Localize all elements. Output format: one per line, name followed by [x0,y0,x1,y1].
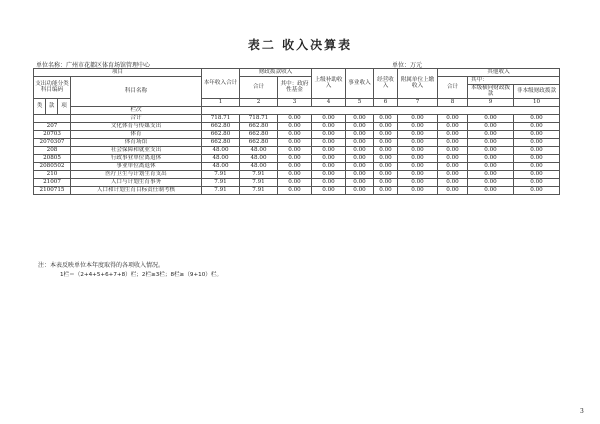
row-value: 0.00 [278,138,312,146]
row-value: 0.00 [278,122,312,130]
row-value: 48.00 [202,162,240,170]
row-value: 0.00 [468,146,514,154]
row-value: 0.00 [278,178,312,186]
row-value: 0.00 [514,138,560,146]
row-value: 0.00 [312,186,346,194]
row-value: 0.00 [398,186,438,194]
page-title: 表二 收入决算表 [247,38,353,52]
row-value: 0.00 [278,162,312,170]
header-xiang: 项 [58,98,71,114]
row-value: 0.00 [346,146,374,154]
row-value: 0.00 [438,130,468,138]
row-value: 0.00 [438,178,468,186]
row-value: 0.00 [346,154,374,162]
row-code: 2070307 [34,138,71,146]
header-subordinate: 附属单位上缴收入 [398,69,438,99]
row-value: 718.71 [240,114,278,122]
row-value: 0.00 [346,162,374,170]
row-value: 0.00 [438,122,468,130]
row-value: 0.00 [374,138,398,146]
row-value: 0.00 [346,186,374,194]
row-value: 0.00 [398,114,438,122]
row-value: 0.00 [398,130,438,138]
row-value: 0.00 [278,170,312,178]
header-lanci: 栏次 [71,106,202,114]
header-of-which: 其中： [468,77,560,85]
table-row [34,186,560,194]
row-value: 0.00 [398,154,438,162]
row-value: 0.00 [438,138,468,146]
row-value: 7.91 [240,186,278,194]
row-value: 7.91 [240,170,278,178]
col-num: 10 [514,98,560,106]
header-operate: 经营收入 [374,69,398,99]
header-other: 其他收入 [438,69,560,77]
row-value: 48.00 [240,146,278,154]
row-value: 0.00 [438,170,468,178]
col-num: 2 [240,98,278,106]
row-value: 0.00 [374,122,398,130]
row-value: 0.00 [346,138,374,146]
row-value: 0.00 [438,162,468,170]
row-code: 2100715 [34,186,71,194]
header-business: 事业收入 [346,69,374,99]
row-value: 0.00 [398,146,438,154]
row-value: 0.00 [312,170,346,178]
col-num: 1 [202,98,240,106]
row-value: 48.00 [240,162,278,170]
row-value: 0.00 [468,122,514,130]
row-value: 0.00 [514,178,560,186]
row-value: 0.00 [468,186,514,194]
row-value: 0.00 [374,186,398,194]
row-code: 21007 [34,178,71,186]
row-value: 0.00 [346,122,374,130]
col-num: 9 [468,98,514,106]
row-value: 7.91 [202,170,240,178]
row-value: 0.00 [468,162,514,170]
table-row [34,154,560,162]
row-value: 0.00 [312,162,346,170]
row-value: 0.00 [374,146,398,154]
row-value: 0.00 [374,170,398,178]
header-code-col: 支出功能分类科目编码 [34,77,71,99]
footnote: 注：本表反映单位本年度取得的各项收入情况。 [38,262,165,269]
row-value: 0.00 [514,186,560,194]
row-value: 662.80 [240,130,278,138]
row-name: 人口与计划生育事务 [71,178,202,186]
row-value: 0.00 [514,114,560,122]
row-value: 0.00 [468,154,514,162]
row-name: 事业单位离退休 [71,162,202,170]
row-value: 0.00 [346,114,374,122]
table-row [34,122,560,130]
header-row-5 [34,106,560,114]
row-value: 0.00 [374,178,398,186]
row-value: 0.00 [514,154,560,162]
row-code: 2080502 [34,162,71,170]
row-value: 662.80 [202,138,240,146]
row-value: 0.00 [438,114,468,122]
header-other-total: 合计 [438,77,468,99]
row-value: 0.00 [398,178,438,186]
col-num: 7 [398,98,438,106]
row-code: 20805 [34,154,71,162]
row-value: 0.00 [374,162,398,170]
row-value: 0.00 [468,178,514,186]
header-project: 项目 [34,69,202,77]
header-kuan: 款 [46,98,58,114]
row-code: 20703 [34,130,71,138]
row-value: 0.00 [398,162,438,170]
row-value: 0.00 [438,186,468,194]
row-value: 0.00 [374,114,398,122]
row-value: 0.00 [514,162,560,170]
col-num: 5 [346,98,374,106]
row-value: 0.00 [438,154,468,162]
row-value: 0.00 [278,114,312,122]
row-value: 7.91 [202,186,240,194]
row-value: 662.80 [202,130,240,138]
income-table [33,68,560,195]
header-total-income: 本年收入合计 [202,69,240,99]
row-code [34,114,71,122]
header-gov-fund: 其中：政府性基金 [278,77,312,99]
table-row [34,178,560,186]
header-lei: 类 [34,98,46,114]
col-num: 8 [438,98,468,106]
row-code: 208 [34,146,71,154]
row-name: 合计 [71,114,202,122]
table-row [34,162,560,170]
table-row [34,170,560,178]
row-value: 0.00 [438,146,468,154]
row-value: 0.00 [514,170,560,178]
page-number: 3 [580,408,584,415]
row-code: 207 [34,122,71,130]
row-value: 662.80 [240,138,278,146]
row-value: 48.00 [202,154,240,162]
header-spacer [202,106,560,114]
header-name-col: 科目名称 [71,77,202,107]
row-value: 0.00 [278,186,312,194]
row-value: 0.00 [468,138,514,146]
row-value: 0.00 [278,130,312,138]
row-name: 人口和计划生育目标责任制考核 [71,186,202,194]
table-row [34,138,560,146]
formula-note: 1栏＝（2+4+5+6+7+8）栏；2栏≥3栏；8栏≥（9+10）栏。 [60,272,223,278]
row-name: 医疗卫生与计划生育支出 [71,170,202,178]
row-value: 0.00 [312,154,346,162]
col-num: 4 [312,98,346,106]
col-num: 6 [374,98,398,106]
row-value: 0.00 [514,122,560,130]
row-value: 0.00 [346,178,374,186]
row-value: 0.00 [312,122,346,130]
row-value: 0.00 [514,146,560,154]
row-value: 0.00 [312,138,346,146]
row-value: 0.00 [346,130,374,138]
row-code: 210 [34,170,71,178]
row-name: 体育场馆 [71,138,202,146]
row-value: 7.91 [240,178,278,186]
row-value: 0.00 [312,130,346,138]
row-value: 0.00 [468,114,514,122]
row-value: 0.00 [312,178,346,186]
row-value: 0.00 [312,146,346,154]
row-value: 0.00 [398,138,438,146]
unit-name-label: 单位名称：广州市花都区体育场馆管理中心 [36,62,151,69]
row-value: 0.00 [278,154,312,162]
row-value: 0.00 [468,170,514,178]
row-value: 0.00 [374,130,398,138]
row-value: 0.00 [514,130,560,138]
row-name: 社会保障和就业支出 [71,146,202,154]
currency-unit-label: 单位：万元 [392,62,423,69]
row-value: 0.00 [468,130,514,138]
row-value: 48.00 [202,146,240,154]
row-value: 0.00 [398,122,438,130]
col-num: 3 [278,98,312,106]
header-upper: 上级补助收入 [312,69,346,99]
row-name: 体育 [71,130,202,138]
table-row-total [34,114,560,122]
row-name: 文化体育与传媒支出 [71,122,202,130]
row-value: 0.00 [374,154,398,162]
row-name: 行政事业单位离退休 [71,154,202,162]
row-value: 0.00 [346,170,374,178]
row-value: 662.80 [202,122,240,130]
row-value: 662.80 [240,122,278,130]
row-value: 0.00 [278,146,312,154]
header-row-2 [34,77,560,85]
header-fiscal: 财政拨款收入 [240,69,312,77]
row-value: 0.00 [312,114,346,122]
row-value: 0.00 [398,170,438,178]
table-row [34,146,560,154]
header-sub1: 本级横向财政拨款 [468,85,514,99]
row-value: 718.71 [202,114,240,122]
table-row [34,130,560,138]
row-value: 7.91 [202,178,240,186]
header-sub2: 非本级财政拨款 [514,85,560,99]
header-row-1 [34,69,560,77]
header-fiscal-total: 合计 [240,77,278,99]
row-value: 48.00 [240,154,278,162]
